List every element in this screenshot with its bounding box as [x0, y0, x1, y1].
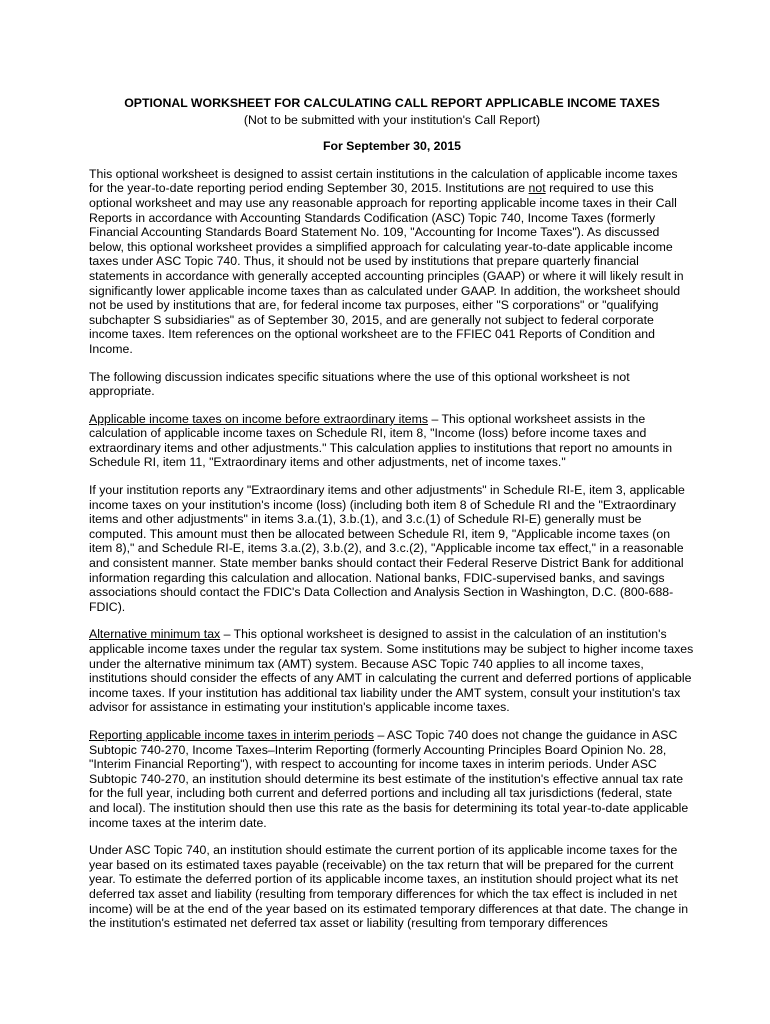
interim-periods-section: [89, 728, 695, 830]
amt-heading: Alternative minimum tax: [89, 627, 221, 642]
intro-text-part1: This optional worksheet is designed to assist certain institutions in the calculation of applicable income taxes for the year-to-date reporting period ending September 30, 2015. Institutions are: [89, 166, 678, 196]
extraordinary-items-section: [89, 412, 695, 470]
extraordinary-items-heading: Applicable income taxes on income before extraordinary items: [89, 411, 429, 426]
amt-section: [89, 627, 695, 715]
interim-periods-heading: Reporting applicable income taxes in interim periods: [89, 727, 375, 742]
document-subtitle: (Not to be submitted with your institution's Call Report): [243, 112, 541, 127]
extraordinary-items-text: – This optional worksheet assists in the calculation of applicable income taxes on Schedule RI, item 8, "Income (loss) before income taxes and extraordinary items and other adjustments." This calculation applies to institutions that report no amounts in Schedule RI, item 11, "Extraordinary items and other adjustments, net of income taxes.": [89, 411, 673, 470]
document-title: OPTIONAL WORKSHEET FOR CALCULATING CALL REPORT APPLICABLE INCOME TAXES: [124, 96, 660, 110]
report-date: For September 30, 2015: [322, 139, 462, 154]
amt-text: – This optional worksheet is designed to assist in the calculation of an institution's applicable income taxes under the regular tax system. Some institutions may be subject to higher income taxes under the alternative minimum tax (AMT) system. Because ASC Topic 740 applies to all income taxes, institutions should consider the effects of any AMT in calculating the current and deferred portions of applicable income taxes. If your institution has additional tax liability under the AMT system, consult your institution's tax advisor for assistance in estimating your institution's applicable income taxes.: [89, 627, 694, 715]
discussion-intro-paragraph: The following discussion indicates specific situations where the use of this optional worksheet is not appropriate.: [89, 369, 630, 399]
final-paragraph: Under ASC Topic 740, an institution should estimate the current portion of its applicable income taxes for the year based on its estimated taxes payable (receivable) on the tax return that will be prepared for the current year. To estimate the deferred portion of its applicable income taxes, an institution should project what its net deferred tax asset and liability (resulting from temporary differences for which the tax effect is included in net income) will be at the end of the year based on its estimated temporary differences at that date. The change in the institution's estimated net deferred tax asset or liability (resulting from temporary differences: [89, 843, 689, 931]
intro-not-emphasis: not: [528, 181, 546, 196]
interim-periods-text: – ASC Topic 740 does not change the guidance in ASC Subtopic 740-270, Income Taxes–Interim Reporting (formerly Accounting Principles Board Opinion No. 28, "Interim Financial Reporting"), with respect to accounting for income taxes in interim periods. Under ASC Subtopic 740-270, an institution should determine its best estimate of the institution's effective annual tax rate for the full year, including both current and deferred portions and including all tax jurisdictions (federal, state and local). The institution should then use this rate as the basis for determining its total year-to-date applicable income taxes at the interim date.: [89, 727, 689, 830]
intro-paragraph: [89, 167, 695, 357]
intro-text-part2: required to use this optional worksheet and may use any reasonable approach for reporting applicable income taxes in their Call Reports in accordance with Accounting Standards Codification (ASC) Topic 740, Income Taxes (formerly Financial Accounting Standards Board Statement No. 109, "Accounting for Income Taxes"). As discussed below, this optional worksheet provides a simplified approach for calculating year-to-date applicable income taxes under ASC Topic 740. Thus, it should not be used by institutions that prepare quarterly financial statements in accordance with generally accepted accounting principles (GAAP) or where it will likely result in significantly lower applicable income taxes than as calculated under GAAP. In addition, the worksheet should not be used by institutions that are, for federal income tax purposes, either "S corporations" or "qualifying subchapter S subsidiaries" as of September 30, 2015, and are generally not subject to federal corporate income taxes. Item references on the optional worksheet are to the FFIEC 041 Reports of Condition and Income.: [89, 181, 684, 356]
extraordinary-items-paragraph: If your institution reports any "Extraordinary items and other adjustments" in Schedule RI-E, item 3, applicable income taxes on your institution's income (loss) (including both item 8 of Schedule RI and the "Extraordinary items and other adjustments" in items 3.a.(1), 3.b.(1), and 3.c.(1) of Schedule RI-E) generally must be computed. This amount must then be allocated between Schedule RI, item 9, "Applicable income taxes (on item 8)," and Schedule RI-E, items 3.a.(2), 3.b.(2), and 3.c.(2), "Applicable income tax effect," in a reasonable and consistent manner. State member banks should contact their Federal Reserve District Bank for additional information regarding this calculation and allocation. National banks, FDIC-supervised banks, and savings associations should contact the FDIC's Data Collection and Analysis Section in Washington, D.C. (800-688-FDIC).: [89, 483, 685, 614]
document-body: [89, 96, 695, 944]
